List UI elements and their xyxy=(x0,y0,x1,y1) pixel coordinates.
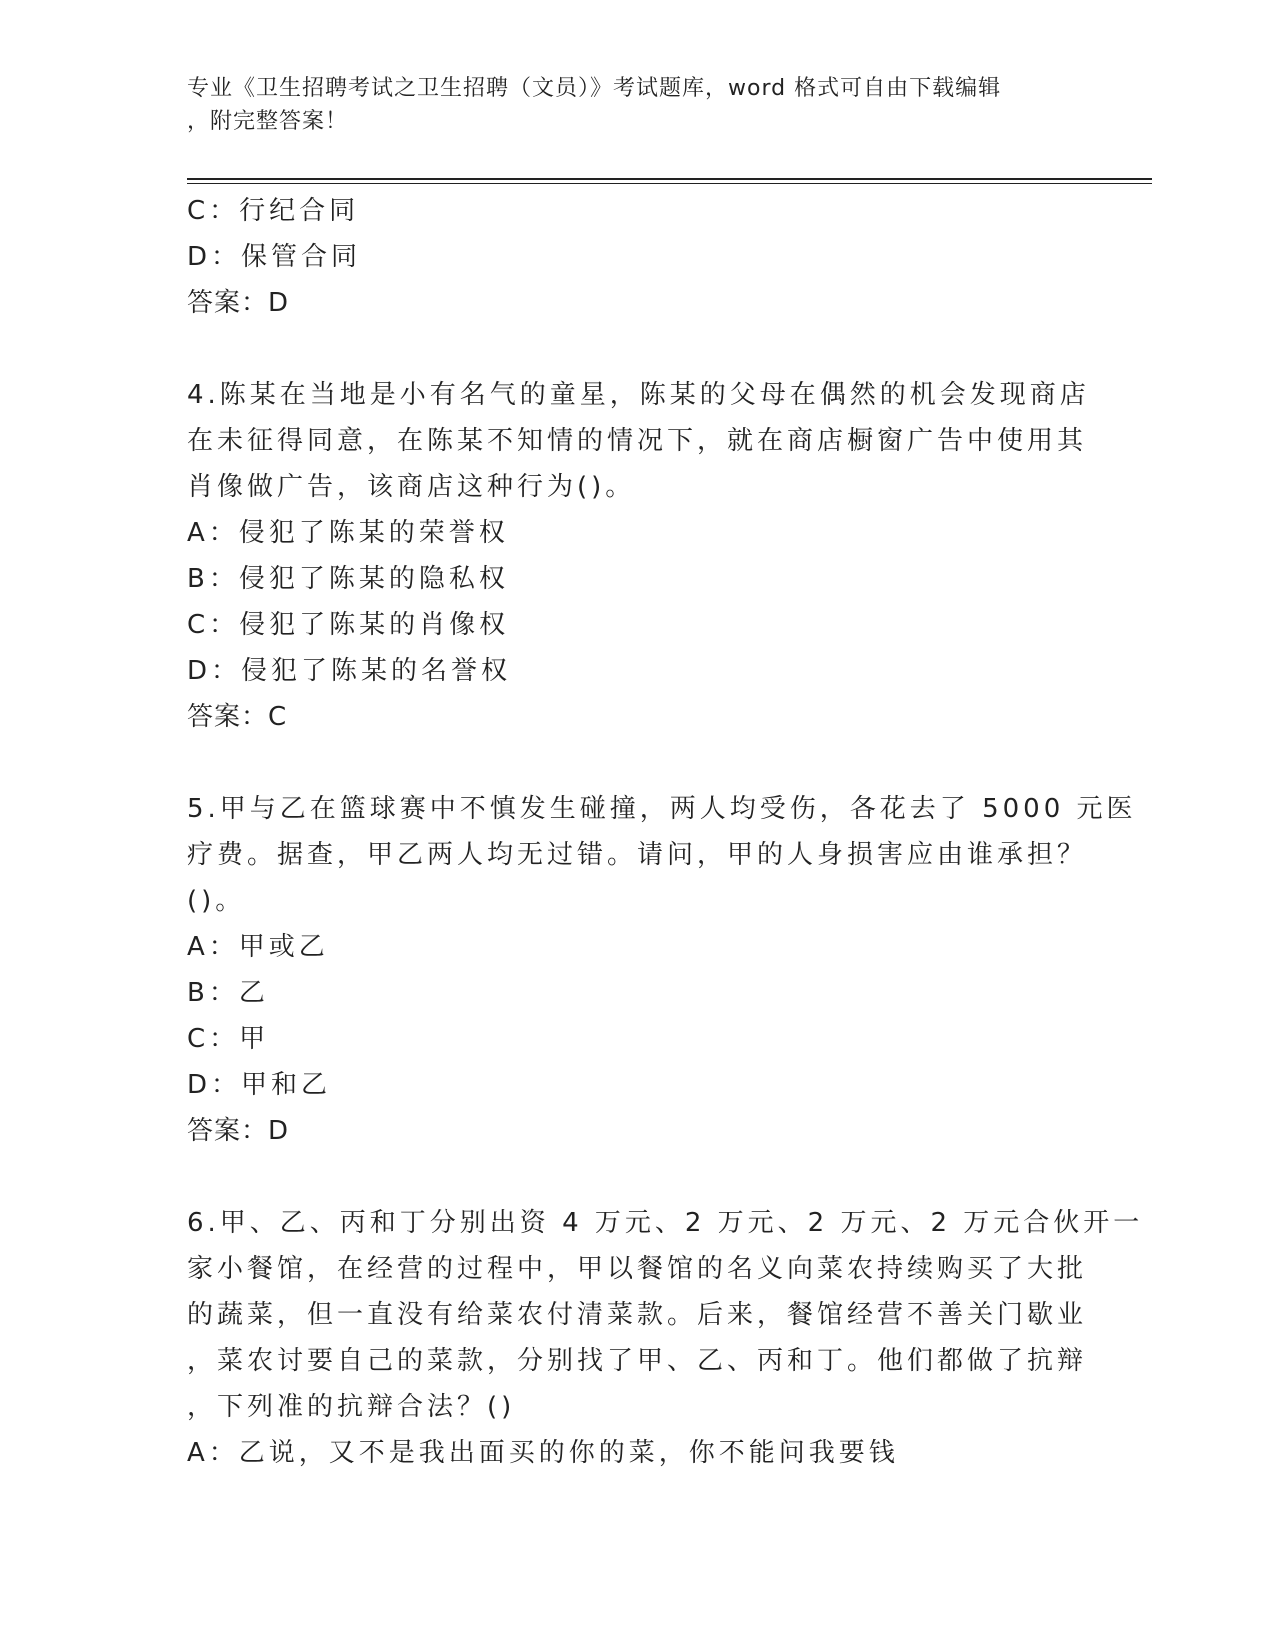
document-header xyxy=(187,72,1067,138)
question-5 xyxy=(187,786,1137,1154)
option-b xyxy=(187,970,1067,1016)
option-label: A： xyxy=(187,518,239,548)
question-line: 的蔬菜，但一直没有给菜农付清菜款。后来，餐馆经营不善关门歇业 xyxy=(187,1300,1088,1330)
option-label: D： xyxy=(187,656,242,686)
option-text: 乙说，又不是我出面买的你的菜，你不能问我要钱 xyxy=(238,1438,899,1468)
option-b xyxy=(187,556,1067,602)
question-line: 5.甲与乙在篮球赛中不慎发生碰撞，两人均受伤，各花去了 5000 元医 xyxy=(187,794,1137,824)
question-line: 疗费。据查，甲乙两人均无过错。请问，甲的人身损害应由谁承担？ xyxy=(187,840,1088,870)
option-text: 甲或乙 xyxy=(238,932,329,962)
option-a xyxy=(187,510,1067,556)
answer: 答案：D xyxy=(187,288,290,318)
option-label: D： xyxy=(187,1070,242,1100)
question-line: 肖像做广告，该商店这种行为()。 xyxy=(187,472,636,502)
question-line: ，下列准的抗辩合法？() xyxy=(187,1392,516,1422)
header-title-line-2: ，附完整答案！ xyxy=(187,109,349,134)
header-title-line-1: 专业《卫生招聘考试之卫生招聘（文员）》考试题库，word 格式可自由下载编辑 xyxy=(187,76,1002,101)
option-label: B： xyxy=(187,564,239,594)
option-label: C： xyxy=(187,610,240,640)
question-line: ()。 xyxy=(187,886,246,916)
option-a xyxy=(187,1430,1067,1476)
header-divider-thick xyxy=(187,178,1152,180)
question-line: 4.陈某在当地是小有名气的童星，陈某的父母在偶然的机会发现商店 xyxy=(187,380,1090,410)
question-line: ，菜农讨要自己的菜款，分别找了甲、乙、丙和丁。他们都做了抗辩 xyxy=(187,1346,1088,1376)
option-text: 行纪合同 xyxy=(239,196,360,226)
answer: 答案：D xyxy=(187,1116,290,1146)
option-c xyxy=(187,188,1067,234)
option-label: C： xyxy=(187,196,240,226)
option-label: D： xyxy=(187,242,242,272)
option-text: 乙 xyxy=(238,978,269,1008)
continued-question xyxy=(187,188,1067,326)
option-text: 保管合同 xyxy=(241,242,362,272)
option-text: 侵犯了陈某的隐私权 xyxy=(238,564,509,594)
option-label: C： xyxy=(187,1024,240,1054)
option-d xyxy=(187,1062,1067,1108)
option-text: 侵犯了陈某的荣誉权 xyxy=(238,518,509,548)
question-line: 家小餐馆，在经营的过程中，甲以餐馆的名义向菜农持续购买了大批 xyxy=(187,1254,1088,1284)
option-label: B： xyxy=(187,978,239,1008)
question-4 xyxy=(187,372,1090,740)
spacer xyxy=(187,740,1067,786)
option-text: 侵犯了陈某的肖像权 xyxy=(239,610,510,640)
option-d xyxy=(187,234,1067,280)
question-6 xyxy=(187,1200,1144,1476)
header-divider-thin xyxy=(187,183,1152,184)
option-label: A： xyxy=(187,1438,239,1468)
option-text: 甲 xyxy=(239,1024,270,1054)
question-content xyxy=(187,188,1144,1476)
option-c xyxy=(187,1016,1067,1062)
option-label: A： xyxy=(187,932,239,962)
question-line: 6.甲、乙、丙和丁分别出资 4 万元、2 万元、2 万元、2 万元合伙开一 xyxy=(187,1208,1144,1238)
option-text: 甲和乙 xyxy=(241,1070,332,1100)
question-line: 在未征得同意，在陈某不知情的情况下，就在商店橱窗广告中使用其 xyxy=(187,426,1088,456)
option-text: 侵犯了陈某的名誉权 xyxy=(241,656,512,686)
spacer xyxy=(187,326,1067,372)
option-d xyxy=(187,648,1067,694)
option-c xyxy=(187,602,1067,648)
spacer xyxy=(187,1154,1067,1200)
option-a xyxy=(187,924,1067,970)
answer: 答案：C xyxy=(187,702,288,732)
